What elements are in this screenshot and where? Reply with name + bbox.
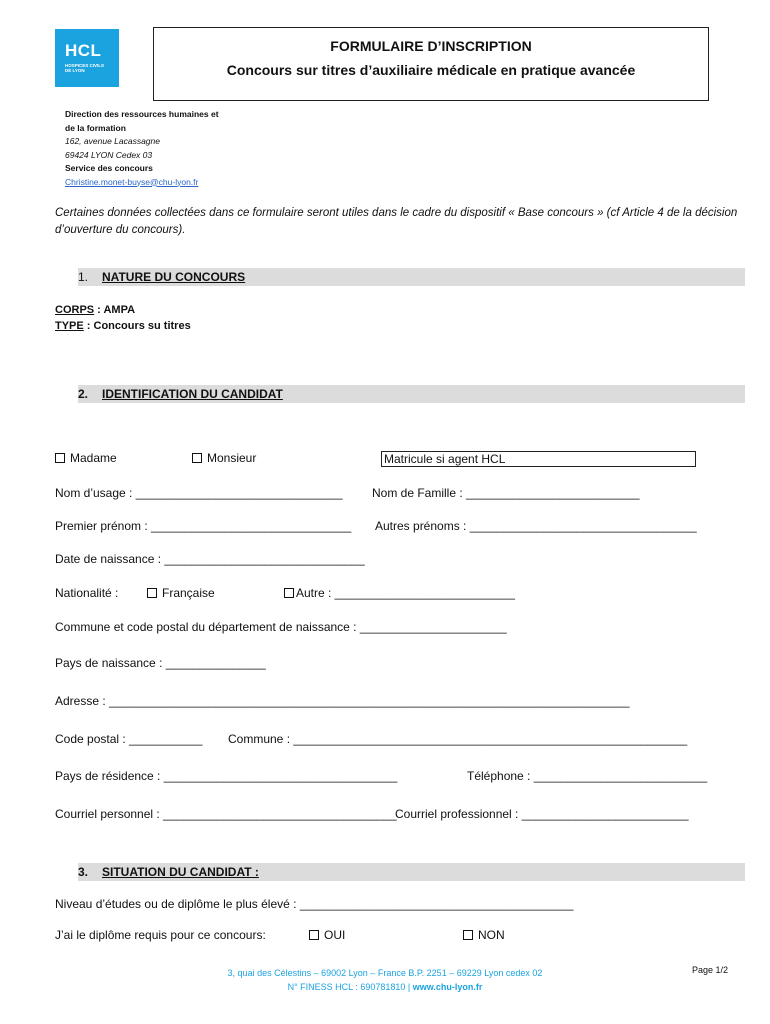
section2-number: 2. [78,387,89,401]
service: Service des concours [65,163,153,173]
section3-title: SITUATION DU CANDIDAT : [102,865,259,879]
corps-value: : AMPA [94,304,136,316]
non-option[interactable] [463,928,505,942]
section1-header [78,268,745,286]
madame-option[interactable] [55,451,117,465]
page-number: Page 1/2 [692,965,729,975]
type-label: TYPE [55,320,84,332]
oui-label: OUI [324,928,346,942]
intro-text: Certaines données collectées dans ce formulaire seront utiles dans le cadre du dispositif « Base concours » (cf Article 4 de la décision d’ouverture du concours). [55,207,738,236]
courriel-pro-field[interactable]: Courriel professionnel : _________________________ [395,807,689,821]
commune-field[interactable]: Commune : ___________________________________________________________ [228,732,688,746]
commune-naissance-field[interactable]: Commune et code postal du département de naissance : ______________________ [55,620,507,634]
section1-number: 1. [78,270,89,284]
madame-checkbox[interactable] [55,453,65,463]
monsieur-checkbox[interactable] [192,453,202,463]
dept-line2: de la formation [65,122,126,133]
section3-header [78,863,745,881]
nom-famille-field[interactable]: Nom de Famille : __________________________ [372,486,640,500]
address-block [65,108,219,189]
autres-prenoms-field[interactable]: Autres prénoms : __________________________________ [375,519,697,533]
hcl-logo [55,29,119,87]
non-label: NON [478,928,505,942]
pays-residence-field[interactable]: Pays de résidence : ___________________________________ [55,769,398,783]
logo-text: HCL [65,41,102,60]
code-postal-field[interactable]: Code postal : ___________ [55,732,203,746]
pays-naissance-field[interactable]: Pays de naissance : _______________ [55,656,266,670]
street: 162, avenue Lacassagne [65,136,160,146]
form-title: FORMULAIRE D’INSCRIPTION [330,38,532,54]
footer-address: 3, quai des Célestins – 69002 Lyon – France B.P. 2251 – 69229 Lyon cedex 02 [227,968,543,978]
dept-line1: Direction des ressources humaines et [65,109,219,119]
non-checkbox[interactable] [463,930,473,940]
title-box [153,27,709,101]
section1-title: NATURE DU CONCOURS [102,270,246,284]
type-line [55,320,191,332]
section2-title: IDENTIFICATION DU CANDIDAT [102,387,283,401]
nationalite-label: Nationalité : [55,586,119,600]
autre-field[interactable]: Autre : ___________________________ [296,586,515,600]
telephone-field[interactable]: Téléphone : __________________________ [467,769,708,783]
corps-label: CORPS [55,304,95,316]
madame-label: Madame [70,451,117,465]
monsieur-option[interactable] [192,451,256,465]
type-value: : Concours su titres [83,320,191,332]
courriel-perso-field[interactable]: Courriel personnel : ___________________________________ [55,807,397,821]
francaise-option[interactable] [147,586,215,600]
email-link[interactable]: Christine.monet-buyse@chu-lyon.fr [65,176,199,187]
autre-checkbox[interactable] [284,588,294,598]
diplome-question: J’ai le diplôme requis pour ce concours: [55,928,266,942]
nom-usage-field[interactable]: Nom d’usage : _______________________________ [55,486,343,500]
adresse-field[interactable]: Adresse : ______________________________________________________________________________ [55,694,630,708]
niveau-etudes-field[interactable]: Niveau d’études ou de diplôme le plus élevé : _________________________________________ [55,897,574,911]
premier-prenom-field[interactable]: Premier prénom : ______________________________ [55,519,352,533]
date-naissance-field[interactable]: Date de naissance : ______________________________ [55,552,365,566]
oui-checkbox[interactable] [309,930,319,940]
footer [0,966,770,994]
website-link[interactable]: www.chu-lyon.fr [412,982,483,992]
city: 69424 LYON Cedex 03 [65,149,153,160]
monsieur-label: Monsieur [207,451,257,465]
section3-number: 3. [78,865,89,879]
section2-header [78,385,745,403]
oui-option[interactable] [309,928,345,942]
footer-finess-text: N° FINESS HCL : 690781810 | [287,982,413,992]
matricule-field[interactable]: Matricule si agent HCL [381,451,696,467]
logo-subtitle: HOSPICES CIVILS DE LYON [65,63,105,73]
francaise-checkbox[interactable] [147,588,157,598]
corps-line [55,304,135,316]
francaise-label: Française [162,586,215,600]
footer-finess [0,980,770,994]
autre-option[interactable] [284,586,515,600]
form-subtitle: Concours sur titres d’auxiliaire médicale en pratique avancée [226,62,636,78]
